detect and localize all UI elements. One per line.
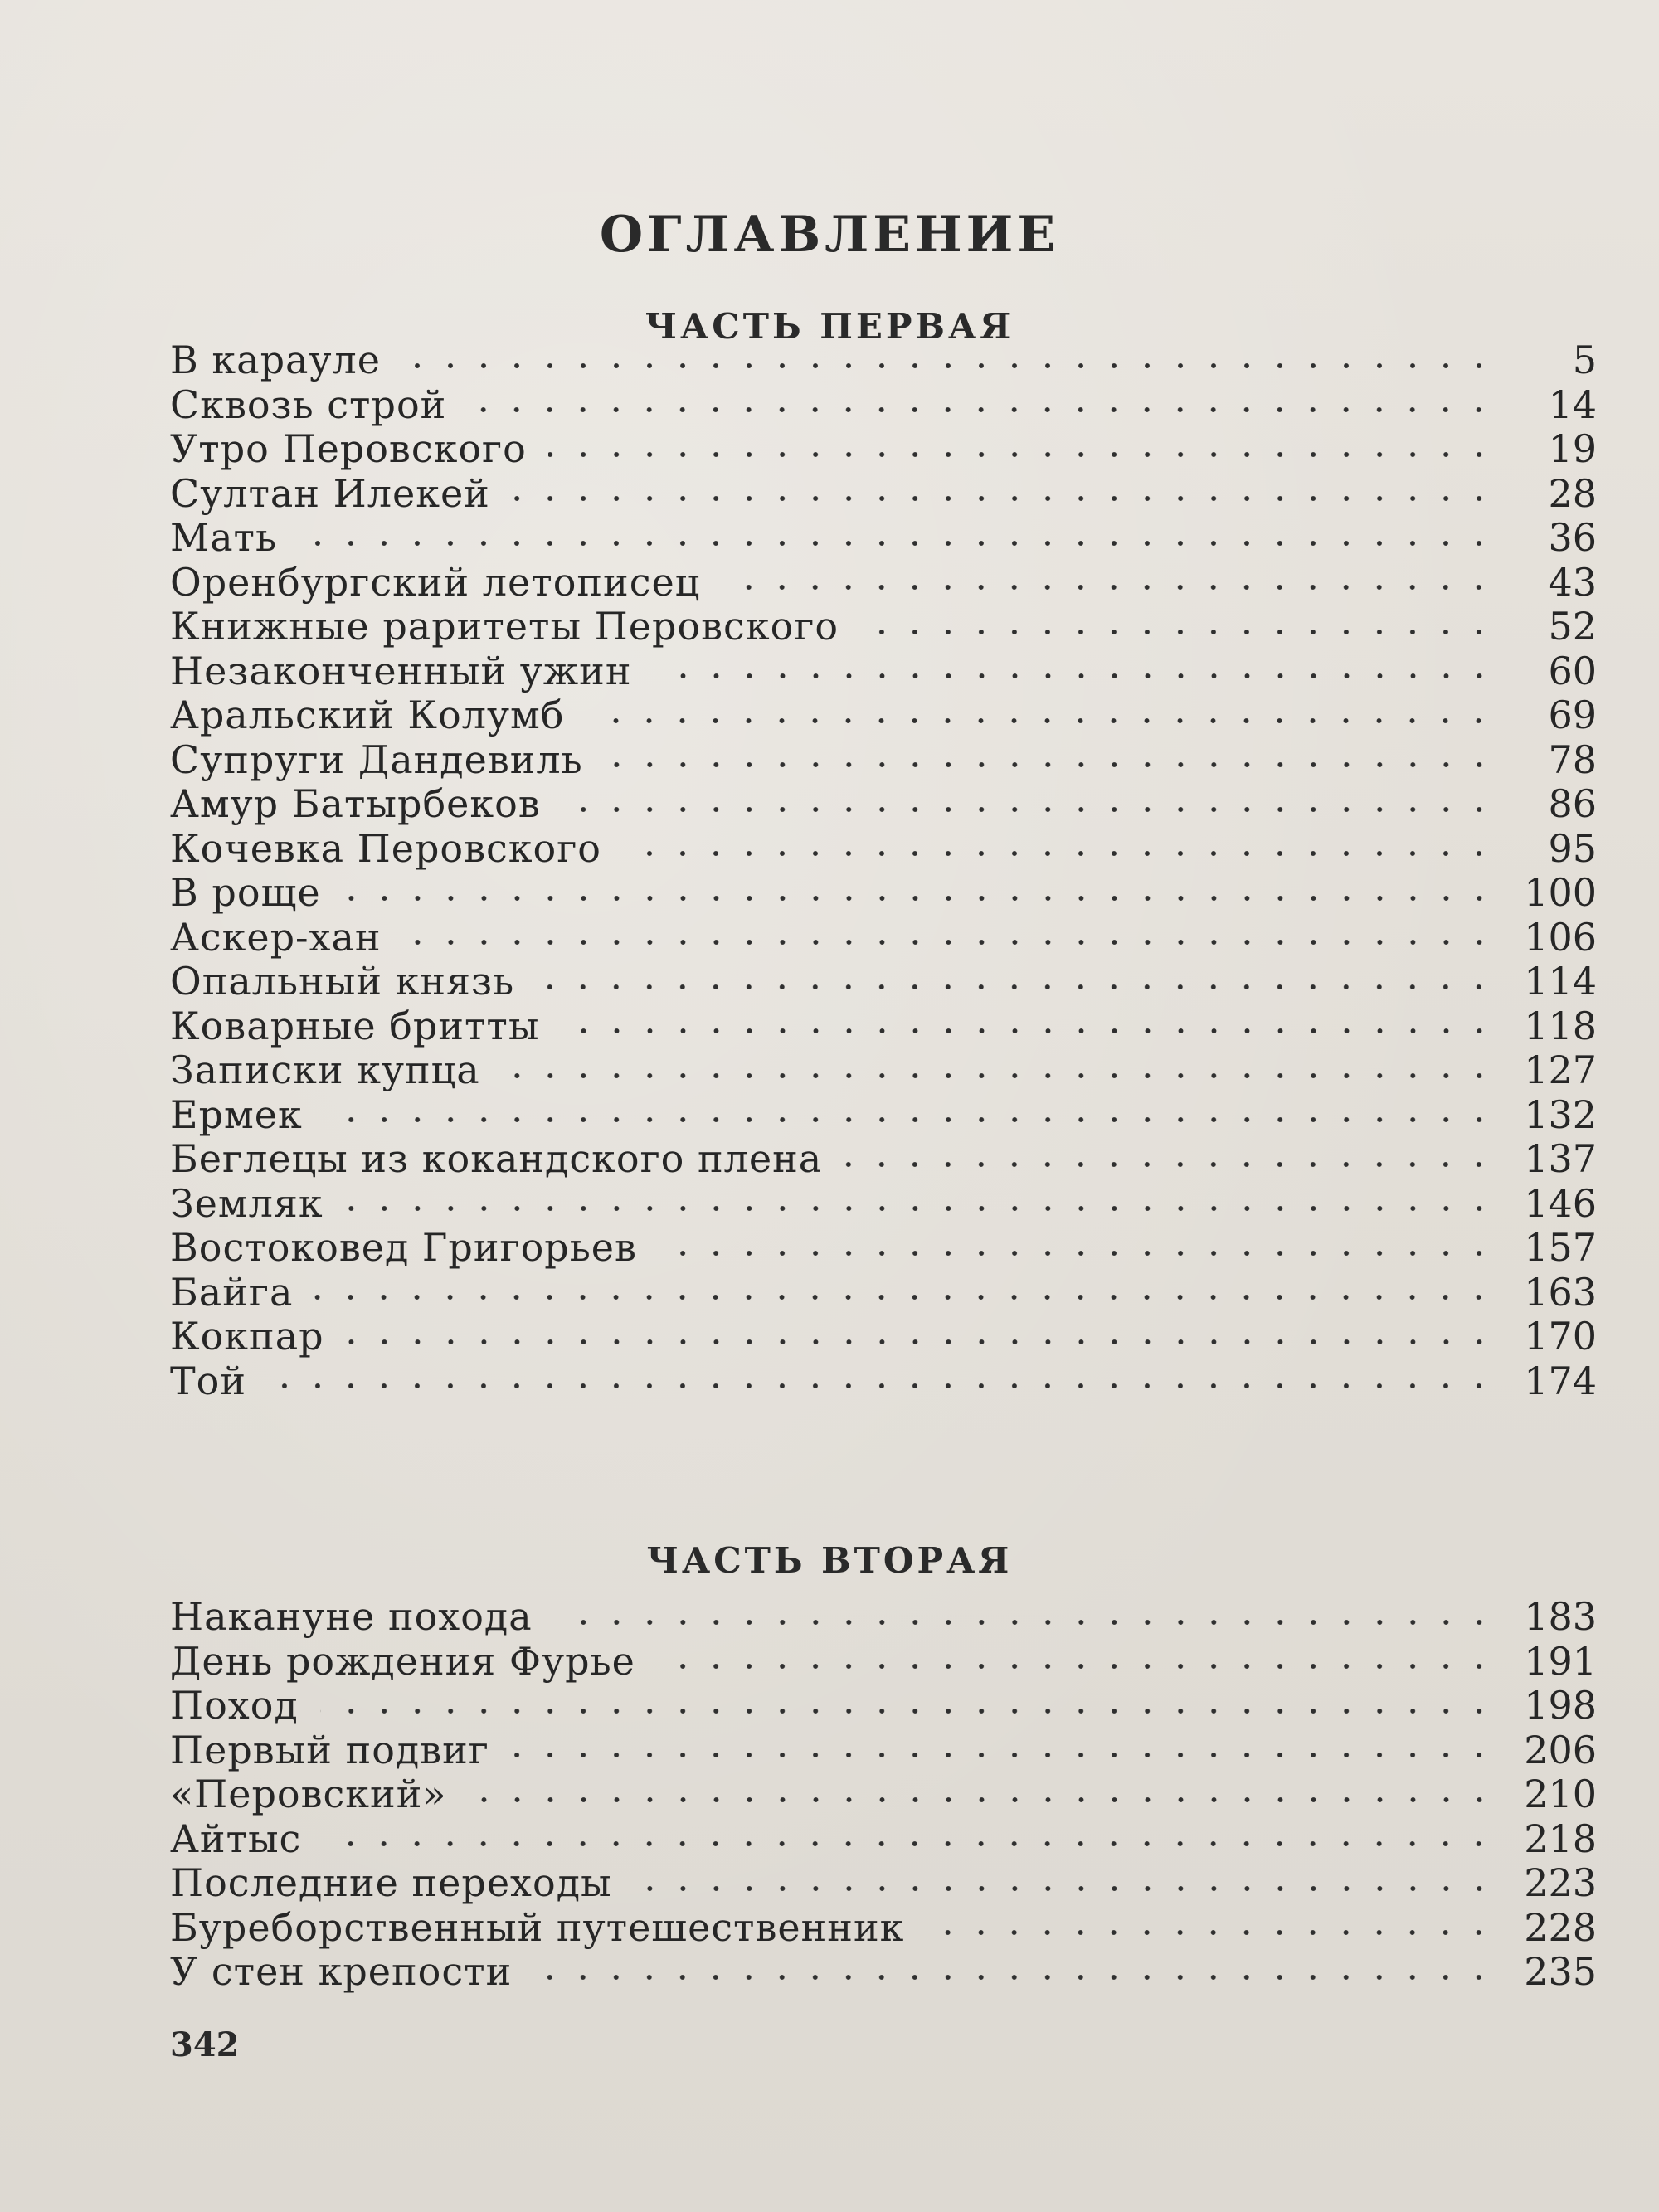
toc-entry bbox=[170, 1861, 1597, 1906]
toc-entry bbox=[170, 1271, 1597, 1315]
toc-entry-title: Земляк bbox=[170, 1180, 324, 1226]
toc-entry-title: Коварные бритты bbox=[170, 1003, 540, 1048]
toc-entry-page: 100 bbox=[1524, 870, 1597, 915]
dot-leader bbox=[586, 717, 1496, 725]
toc-entry bbox=[170, 1182, 1597, 1227]
toc-entry-page: 191 bbox=[1524, 1638, 1597, 1684]
toc-entry bbox=[170, 827, 1597, 872]
dot-leader bbox=[468, 406, 1496, 414]
toc-entry-page: 78 bbox=[1548, 737, 1597, 782]
toc-entry-page: 223 bbox=[1524, 1860, 1597, 1905]
toc-entry-page: 14 bbox=[1548, 382, 1597, 427]
toc-entry-title: Супруги Дандевиль bbox=[170, 737, 583, 782]
toc-entry bbox=[170, 383, 1597, 428]
dot-leader bbox=[533, 1973, 1496, 1981]
toc-entry bbox=[170, 1640, 1597, 1685]
toc-entry bbox=[170, 516, 1597, 561]
dot-leader bbox=[402, 362, 1496, 370]
toc-entry-title: В роще bbox=[170, 870, 321, 915]
toc-entry-page: 5 bbox=[1572, 338, 1597, 382]
toc-entry-title: Оренбургский летописец bbox=[170, 559, 701, 605]
toc-entry-title: Байга bbox=[170, 1269, 294, 1315]
dot-leader bbox=[536, 983, 1496, 991]
toc-entry bbox=[170, 916, 1597, 960]
toc-entry-title: Аскер-хан bbox=[170, 914, 382, 960]
toc-entry-title: Султан Илекей bbox=[170, 470, 490, 516]
toc-entry-title: Поход bbox=[170, 1683, 299, 1728]
toc-entry-page: 157 bbox=[1524, 1225, 1597, 1270]
toc-entry bbox=[170, 1817, 1597, 1862]
toc-entry bbox=[170, 561, 1597, 605]
toc-entry bbox=[170, 338, 1597, 383]
toc-entry-page: 206 bbox=[1524, 1727, 1597, 1772]
toc-entry bbox=[170, 427, 1597, 472]
toc-entry-page: 95 bbox=[1548, 825, 1597, 871]
toc-entry-title: Последние переходы bbox=[170, 1860, 612, 1905]
toc-entry-page: 132 bbox=[1524, 1091, 1597, 1137]
dot-leader bbox=[634, 1884, 1496, 1893]
dot-leader bbox=[722, 583, 1496, 591]
toc-entry-title: Ермек bbox=[170, 1091, 303, 1137]
toc-entry-page: 52 bbox=[1548, 604, 1597, 649]
toc-entry-title: «Перовский» bbox=[170, 1772, 447, 1816]
toc-entry bbox=[170, 1048, 1597, 1093]
toc-entry-title: День рождения Фурье bbox=[170, 1638, 635, 1684]
toc-entry bbox=[170, 649, 1597, 694]
part-heading-second: ЧАСТЬ ВТОРАЯ bbox=[646, 1539, 1013, 1581]
toc-entry bbox=[170, 1315, 1597, 1359]
toc-entry-page: 60 bbox=[1548, 648, 1597, 693]
toc-entry-title: Опальный князь bbox=[170, 959, 515, 1004]
toc-entry-title: Сквозь строй bbox=[170, 382, 447, 427]
toc-entry bbox=[170, 738, 1597, 783]
toc-entry bbox=[170, 1004, 1597, 1049]
toc-entry-page: 163 bbox=[1524, 1269, 1597, 1315]
page-number: 342 bbox=[170, 2025, 240, 2064]
toc-entry-page: 218 bbox=[1524, 1816, 1597, 1861]
toc-entry bbox=[170, 871, 1597, 916]
toc-entry-title: Айтыс bbox=[170, 1816, 302, 1861]
toc-entry-title: Амур Батырбеков bbox=[170, 781, 541, 826]
dot-leader bbox=[314, 1293, 1496, 1301]
toc-entry bbox=[170, 1950, 1597, 1995]
toc-entry bbox=[170, 1595, 1597, 1640]
toc-entry-page: 118 bbox=[1524, 1003, 1597, 1048]
toc-entry-title: У стен крепости bbox=[170, 1949, 513, 1994]
toc-entry-title: Кочевка Перовского bbox=[170, 825, 602, 871]
dot-leader bbox=[605, 761, 1496, 769]
dot-leader bbox=[554, 1618, 1496, 1626]
dot-leader bbox=[324, 1116, 1496, 1124]
toc-entry bbox=[170, 1359, 1597, 1404]
toc-entry-page: 198 bbox=[1524, 1683, 1597, 1728]
toc-entry-title: В карауле bbox=[170, 338, 381, 382]
dot-leader bbox=[343, 894, 1496, 902]
dot-leader bbox=[512, 494, 1496, 503]
dot-leader bbox=[345, 1204, 1496, 1213]
toc-entry-page: 235 bbox=[1524, 1949, 1597, 1994]
toc-entry-title: Кокпар bbox=[170, 1314, 324, 1359]
toc-entry bbox=[170, 960, 1597, 1004]
toc-entry-title: Востоковед Григорьев bbox=[170, 1225, 637, 1270]
toc-entry-title: Книжные раритеты Перовского bbox=[170, 604, 839, 649]
dot-leader bbox=[844, 1160, 1496, 1169]
dot-leader bbox=[511, 1751, 1496, 1759]
toc-entry-page: 127 bbox=[1524, 1048, 1597, 1092]
toc-entry bbox=[170, 693, 1597, 738]
toc-entry-title: Записки купца bbox=[170, 1048, 480, 1092]
toc-entry bbox=[170, 1137, 1597, 1182]
dot-leader bbox=[654, 672, 1496, 680]
dot-leader bbox=[268, 1382, 1496, 1390]
toc-entry-title: Мать bbox=[170, 515, 278, 560]
dot-leader bbox=[346, 1338, 1496, 1346]
toc-entry-page: 69 bbox=[1548, 693, 1597, 737]
toc-entry bbox=[170, 472, 1597, 517]
toc-entry-title: Аральский Колумб bbox=[170, 693, 565, 737]
toc-entry bbox=[170, 782, 1597, 827]
toc-entry-page: 43 bbox=[1548, 559, 1597, 605]
toc-entry bbox=[170, 1728, 1597, 1773]
dot-leader bbox=[657, 1662, 1496, 1670]
toc-entry-page: 146 bbox=[1524, 1180, 1597, 1226]
page-title: ОГЛАВЛЕНИЕ bbox=[599, 206, 1060, 265]
toc-entry-title: Незаконченный ужин bbox=[170, 648, 632, 693]
toc-entry-title: Буреборственный путешественник bbox=[170, 1904, 905, 1950]
toc-entry-page: 183 bbox=[1524, 1594, 1597, 1639]
part-heading-first: ЧАСТЬ ПЕРВАЯ bbox=[645, 305, 1014, 347]
toc-entry bbox=[170, 1093, 1597, 1138]
dot-leader bbox=[502, 1072, 1496, 1080]
dot-leader bbox=[562, 1027, 1496, 1035]
toc-entry-title: Беглецы из кокандского плена bbox=[170, 1136, 823, 1181]
toc-entry-title: Первый подвиг bbox=[170, 1727, 489, 1772]
toc-entry bbox=[170, 1772, 1597, 1817]
dot-leader bbox=[320, 1707, 1496, 1715]
toc-entry-page: 170 bbox=[1524, 1314, 1597, 1359]
dot-leader bbox=[469, 1796, 1496, 1804]
toc-entry bbox=[170, 605, 1597, 649]
toc-entry-page: 19 bbox=[1548, 426, 1597, 471]
toc-entry-page: 137 bbox=[1524, 1136, 1597, 1181]
toc-entry bbox=[170, 1684, 1597, 1728]
toc-entry bbox=[170, 1906, 1597, 1951]
dot-leader bbox=[548, 450, 1496, 459]
toc-list-part-two bbox=[170, 1595, 1597, 1995]
dot-leader bbox=[860, 628, 1496, 636]
toc-entry-page: 228 bbox=[1524, 1904, 1597, 1950]
toc-entry-page: 174 bbox=[1524, 1358, 1597, 1403]
toc-entry-page: 86 bbox=[1548, 781, 1597, 826]
toc-entry-page: 210 bbox=[1524, 1772, 1597, 1816]
toc-entry-page: 114 bbox=[1524, 959, 1597, 1004]
toc-entry-page: 106 bbox=[1524, 914, 1597, 960]
dot-leader bbox=[623, 849, 1496, 858]
dot-leader bbox=[562, 805, 1496, 814]
dot-leader bbox=[926, 1928, 1496, 1937]
dot-leader bbox=[299, 539, 1496, 547]
dot-leader bbox=[403, 938, 1496, 946]
toc-entry-page: 36 bbox=[1548, 515, 1597, 560]
toc-entry bbox=[170, 1226, 1597, 1271]
dot-leader bbox=[659, 1249, 1496, 1257]
toc-list-part-one bbox=[170, 338, 1597, 1403]
toc-entry-title: Утро Перовского bbox=[170, 426, 527, 471]
toc-entry-title: Той bbox=[170, 1358, 247, 1403]
toc-entry-title: Накануне похода bbox=[170, 1594, 533, 1639]
dot-leader bbox=[323, 1840, 1496, 1848]
toc-entry-page: 28 bbox=[1548, 470, 1597, 516]
